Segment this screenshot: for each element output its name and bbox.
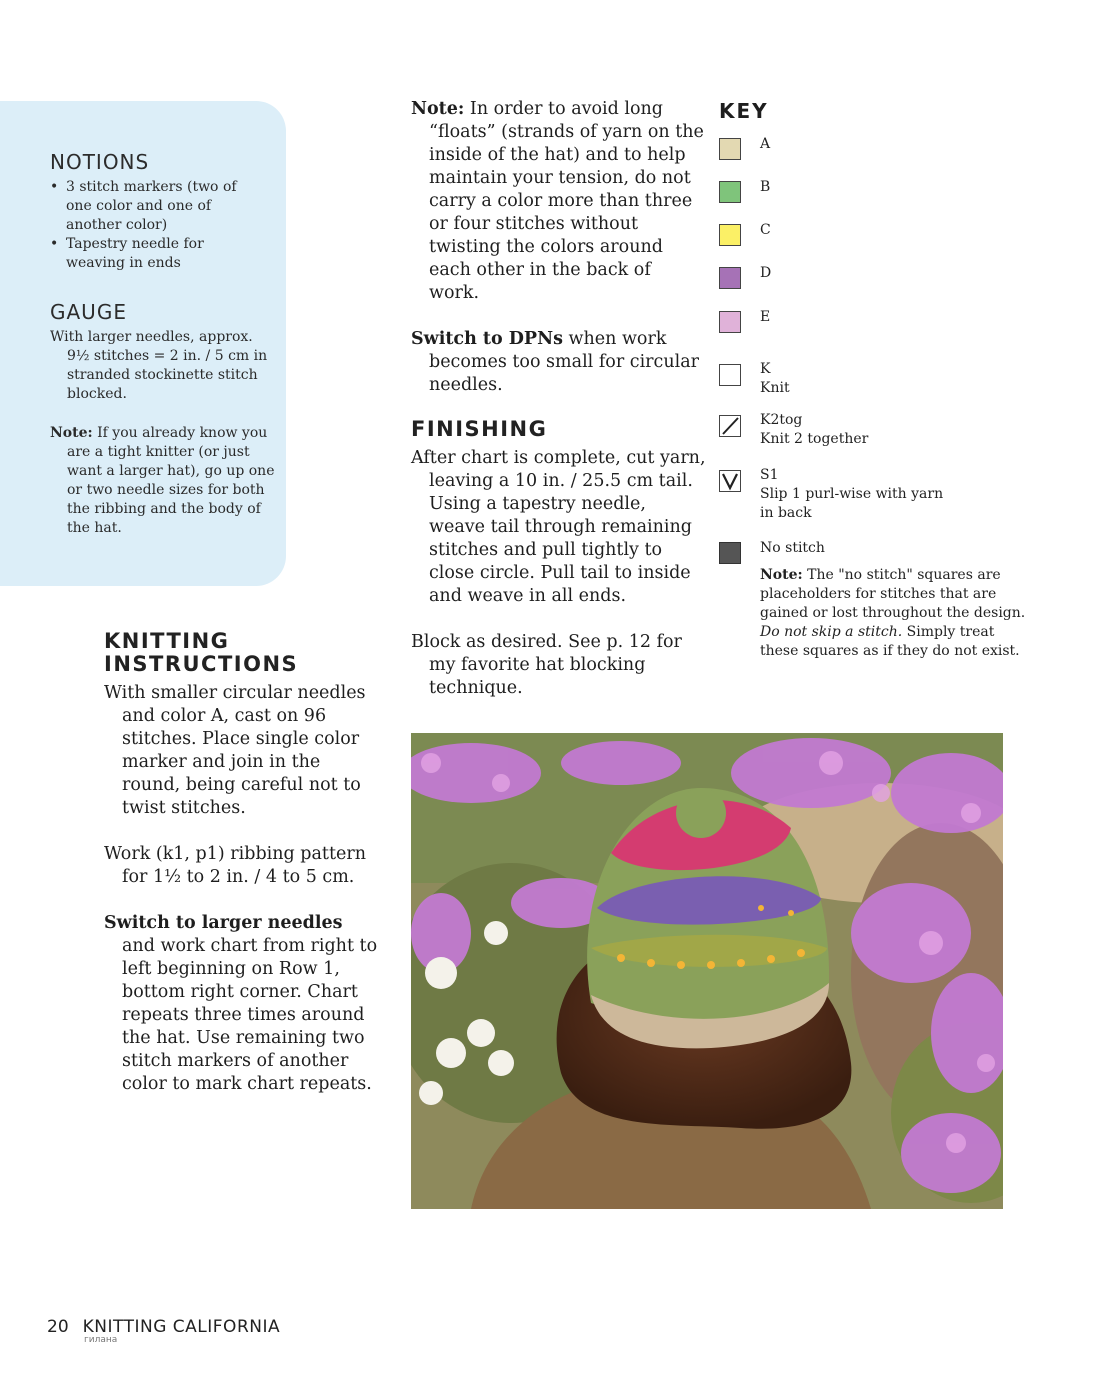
para-text: In order to avoid long “floats” (strands of yarn on the inside of the hat) and to help maintain your tension, do not carry a color more than three or four stitches without twisting the colors around each other in the back of work. bbox=[429, 99, 704, 303]
key-code: No stitch bbox=[760, 540, 825, 556]
no-stitch-swatch bbox=[719, 542, 741, 564]
dpn-para bbox=[411, 328, 706, 397]
sidebar-note bbox=[50, 424, 277, 538]
note-text: The "no stitch" squares are placeholders for stitches that are gained or lost throughout the design. bbox=[760, 567, 1026, 621]
note-text: Simply treat these squares as if they do not exist. bbox=[760, 624, 1020, 659]
key-note bbox=[760, 566, 1030, 661]
slip-stitch-icon bbox=[719, 470, 741, 492]
key-code: A bbox=[760, 136, 771, 152]
notions-list bbox=[50, 178, 250, 273]
instructions-heading-1: KNITTING bbox=[104, 629, 230, 653]
key-code: D bbox=[760, 265, 772, 281]
list-item: • 3 stitch markers (two of one color and one of another color) bbox=[50, 178, 250, 235]
list-item: • Tapestry needle for weaving in ends bbox=[50, 235, 250, 273]
key-desc: Knit bbox=[760, 380, 790, 396]
book-title: KNITTING CALIFORNIA bbox=[82, 1317, 281, 1337]
page-number: 20 bbox=[47, 1317, 69, 1337]
color-a-swatch bbox=[719, 138, 741, 160]
key-label bbox=[760, 360, 790, 398]
bold-lead: Note: bbox=[411, 99, 465, 119]
block-para: Block as desired. See p. 12 for my favorite hat blocking technique. bbox=[411, 632, 682, 698]
key-label bbox=[760, 411, 868, 449]
gauge-text: With larger needles, approx. 9½ stitches = 2 in. / 5 cm in stranded stockinette stitch blocked. bbox=[50, 329, 268, 402]
key-label bbox=[760, 466, 943, 523]
watermark: гилана bbox=[84, 1335, 118, 1345]
key-code: S1 bbox=[760, 467, 779, 483]
note-label: Note: bbox=[50, 425, 93, 441]
para-text: and work chart from right to left beginning on Row 1, bottom right corner. Chart repeats three times around the hat. Use remaining two stitch markers of another color to mark chart repeats. bbox=[122, 936, 378, 1094]
key-code: E bbox=[760, 309, 771, 325]
hat-photo bbox=[411, 733, 1003, 1209]
finishing-para: After chart is complete, cut yarn, leaving a 10 in. / 25.5 cm tail. Using a tapestry needle, weave tail through remaining stitches and pull tightly to close circle. Pull tail to inside and weave in all ends. bbox=[411, 448, 706, 606]
key-desc: Knit 2 together bbox=[760, 431, 869, 447]
floats-note bbox=[411, 98, 706, 305]
instructions-para-2: Work (k1, p1) ribbing pattern for 1½ to 2 in. / 4 to 5 cm. bbox=[104, 844, 366, 887]
notions-heading: NOTIONS bbox=[50, 150, 150, 174]
key-code: B bbox=[760, 179, 771, 195]
key-code: K2tog bbox=[760, 412, 803, 428]
key-code: C bbox=[760, 222, 771, 238]
instructions-para-1: With smaller circular needles and color A, cast on 96 stitches. Place single color marker and join in the round, being careful not to twist stitches. bbox=[104, 683, 366, 818]
note-italic: Do not skip a stitch. bbox=[760, 624, 903, 640]
knit-swatch bbox=[719, 364, 741, 386]
color-c-swatch bbox=[719, 224, 741, 246]
para-text: when work becomes too small for circular needles. bbox=[429, 329, 699, 395]
color-d-swatch bbox=[719, 267, 741, 289]
bold-lead: Switch to larger needles bbox=[104, 913, 343, 933]
gauge-heading: GAUGE bbox=[50, 300, 127, 324]
middle-column bbox=[411, 98, 706, 700]
page-footer bbox=[47, 1317, 280, 1337]
finishing-heading: FINISHING bbox=[411, 417, 548, 441]
instructions-para-3 bbox=[104, 912, 379, 1096]
key-desc: Slip 1 purl-wise with yarn bbox=[760, 486, 944, 502]
instructions-heading-2: INSTRUCTIONS bbox=[104, 652, 299, 676]
bold-lead: Switch to DPNs bbox=[411, 329, 563, 349]
k2tog-icon bbox=[719, 415, 741, 437]
key-desc: in back bbox=[760, 505, 812, 521]
color-b-swatch bbox=[719, 181, 741, 203]
note-text: If you already know you are a tight knitter (or just want a larger hat), go up one or two needle sizes for both the ribbing and the body of the hat. bbox=[67, 425, 275, 536]
key-heading: KEY bbox=[719, 99, 769, 123]
color-e-swatch bbox=[719, 311, 741, 333]
knitting-instructions bbox=[104, 630, 379, 1096]
key-code: K bbox=[760, 361, 771, 377]
note-label: Note: bbox=[760, 567, 803, 583]
